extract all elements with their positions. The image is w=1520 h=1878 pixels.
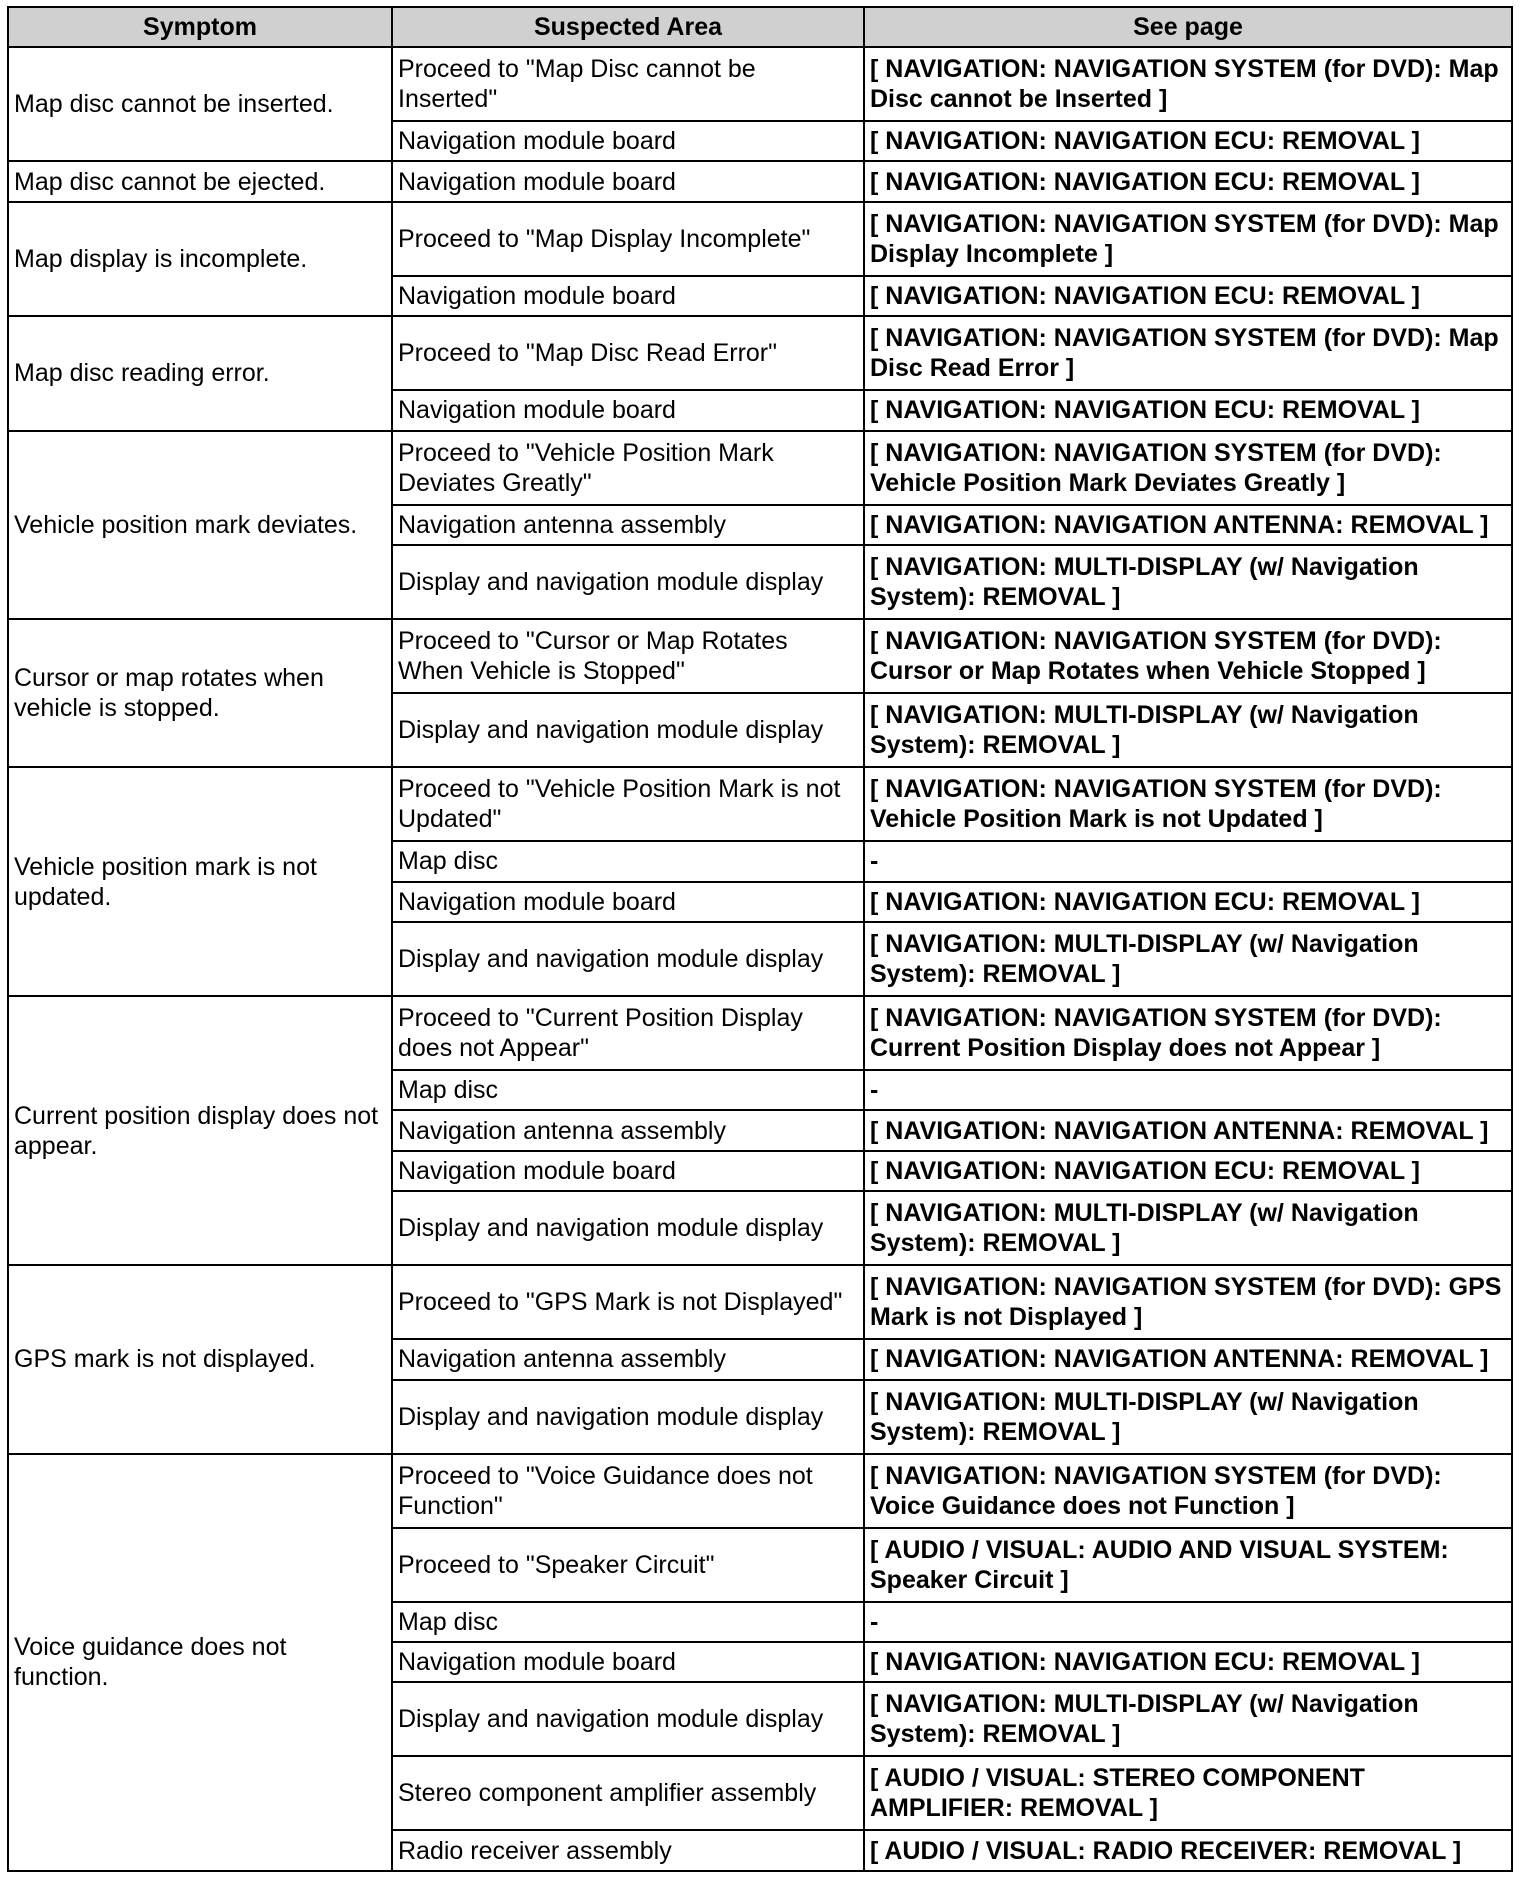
see-page-cell: [ NAVIGATION: NAVIGATION SYSTEM (for DVD): Voice Guidance does not Function ] [864,1454,1512,1528]
suspected-area-cell: Proceed to "Map Display Incomplete" [392,202,864,276]
see-page-cell: [ NAVIGATION: NAVIGATION ECU: REMOVAL ] [864,882,1512,922]
symptom-cell: GPS mark is not displayed. [8,1265,392,1453]
see-page-cell: - [864,1602,1512,1642]
suspected-area-cell: Display and navigation module display [392,545,864,619]
suspected-area-cell: Navigation module board [392,882,864,922]
see-page-cell: [ AUDIO / VISUAL: RADIO RECEIVER: REMOVAL ] [864,1830,1512,1871]
suspected-area-cell: Stereo component amplifier assembly [392,1756,864,1830]
suspected-area-cell: Navigation module board [392,1151,864,1191]
see-page-cell: [ NAVIGATION: NAVIGATION ECU: REMOVAL ] [864,390,1512,430]
see-page-cell: [ NAVIGATION: MULTI-DISPLAY (w/ Navigation System): REMOVAL ] [864,1191,1512,1265]
table-row [8,996,1512,1070]
see-page-cell: [ AUDIO / VISUAL: AUDIO AND VISUAL SYSTEM: Speaker Circuit ] [864,1528,1512,1602]
suspected-area-cell: Navigation antenna assembly [392,1339,864,1379]
suspected-area-cell: Display and navigation module display [392,693,864,767]
suspected-area-cell: Display and navigation module display [392,1191,864,1265]
suspected-area-cell: Proceed to "Map Disc Read Error" [392,316,864,390]
table-row [8,1265,1512,1339]
suspected-area-cell: Display and navigation module display [392,1380,864,1454]
see-page-cell: [ NAVIGATION: MULTI-DISPLAY (w/ Navigation System): REMOVAL ] [864,545,1512,619]
symptom-cell: Map disc cannot be ejected. [8,161,392,201]
see-page-cell: [ NAVIGATION: NAVIGATION SYSTEM (for DVD): GPS Mark is not Displayed ] [864,1265,1512,1339]
see-page-cell: [ NAVIGATION: NAVIGATION ECU: REMOVAL ] [864,1642,1512,1682]
header-row [8,7,1512,47]
header-see-page: See page [864,7,1512,47]
suspected-area-cell: Navigation antenna assembly [392,505,864,545]
see-page-cell: [ NAVIGATION: NAVIGATION ANTENNA: REMOVAL ] [864,505,1512,545]
suspected-area-cell: Proceed to "GPS Mark is not Displayed" [392,1265,864,1339]
see-page-cell: [ NAVIGATION: MULTI-DISPLAY (w/ Navigation System): REMOVAL ] [864,1380,1512,1454]
suspected-area-cell: Proceed to "Current Position Display does not Appear" [392,996,864,1070]
see-page-cell: [ NAVIGATION: NAVIGATION SYSTEM (for DVD): Map Display Incomplete ] [864,202,1512,276]
header-symptom: Symptom [8,7,392,47]
header-suspected-area: Suspected Area [392,7,864,47]
suspected-area-cell: Proceed to "Vehicle Position Mark is not Updated" [392,767,864,841]
see-page-cell: [ NAVIGATION: NAVIGATION SYSTEM (for DVD): Vehicle Position Mark Deviates Greatly ] [864,431,1512,505]
symptom-cell: Map display is incomplete. [8,202,392,316]
table-body [8,47,1512,1871]
suspected-area-cell: Navigation module board [392,161,864,201]
suspected-area-cell: Radio receiver assembly [392,1830,864,1871]
see-page-cell: [ NAVIGATION: NAVIGATION ECU: REMOVAL ] [864,161,1512,201]
symptom-cell: Current position display does not appear. [8,996,392,1265]
see-page-cell: [ NAVIGATION: MULTI-DISPLAY (w/ Navigation System): REMOVAL ] [864,922,1512,996]
table-row [8,316,1512,390]
suspected-area-cell: Map disc [392,1070,864,1110]
see-page-cell: [ NAVIGATION: NAVIGATION SYSTEM (for DVD): Cursor or Map Rotates when Vehicle Stopped ] [864,619,1512,693]
table-row [8,47,1512,121]
suspected-area-cell: Navigation module board [392,276,864,316]
see-page-cell: [ NAVIGATION: NAVIGATION SYSTEM (for DVD): Map Disc cannot be Inserted ] [864,47,1512,121]
see-page-cell: [ NAVIGATION: NAVIGATION SYSTEM (for DVD): Map Disc Read Error ] [864,316,1512,390]
suspected-area-cell: Navigation module board [392,121,864,161]
see-page-cell: [ AUDIO / VISUAL: STEREO COMPONENT AMPLIFIER: REMOVAL ] [864,1756,1512,1830]
table-row [8,202,1512,276]
suspected-area-cell: Proceed to "Speaker Circuit" [392,1528,864,1602]
symptom-cell: Cursor or map rotates when vehicle is stopped. [8,619,392,767]
see-page-cell: - [864,1070,1512,1110]
see-page-cell: [ NAVIGATION: NAVIGATION SYSTEM (for DVD): Current Position Display does not Appear ] [864,996,1512,1070]
see-page-cell: [ NAVIGATION: MULTI-DISPLAY (w/ Navigation System): REMOVAL ] [864,1682,1512,1756]
suspected-area-cell: Display and navigation module display [392,1682,864,1756]
suspected-area-cell: Proceed to "Voice Guidance does not Function" [392,1454,864,1528]
suspected-area-cell: Navigation module board [392,390,864,430]
see-page-cell: [ NAVIGATION: NAVIGATION ANTENNA: REMOVAL ] [864,1339,1512,1379]
suspected-area-cell: Navigation antenna assembly [392,1110,864,1150]
see-page-cell: [ NAVIGATION: NAVIGATION ECU: REMOVAL ] [864,1151,1512,1191]
suspected-area-cell: Map disc [392,1602,864,1642]
see-page-cell: [ NAVIGATION: NAVIGATION ECU: REMOVAL ] [864,121,1512,161]
suspected-area-cell: Display and navigation module display [392,922,864,996]
table-row [8,619,1512,693]
table-row [8,431,1512,505]
symptom-cell: Voice guidance does not function. [8,1454,392,1871]
see-page-cell: [ NAVIGATION: NAVIGATION SYSTEM (for DVD): Vehicle Position Mark is not Updated ] [864,767,1512,841]
suspected-area-cell: Proceed to "Vehicle Position Mark Deviates Greatly" [392,431,864,505]
symptom-cell: Vehicle position mark deviates. [8,431,392,619]
symptom-cell: Map disc cannot be inserted. [8,47,392,161]
suspected-area-cell: Navigation module board [392,1642,864,1682]
symptom-cell: Vehicle position mark is not updated. [8,767,392,996]
see-page-cell: [ NAVIGATION: NAVIGATION ECU: REMOVAL ] [864,276,1512,316]
table-row [8,161,1512,201]
suspected-area-cell: Map disc [392,841,864,881]
table-row [8,1454,1512,1528]
table-row [8,767,1512,841]
see-page-cell: [ NAVIGATION: MULTI-DISPLAY (w/ Navigation System): REMOVAL ] [864,693,1512,767]
suspected-area-cell: Proceed to "Map Disc cannot be Inserted" [392,47,864,121]
troubleshooting-table [7,6,1513,1872]
symptom-cell: Map disc reading error. [8,316,392,430]
see-page-cell: [ NAVIGATION: NAVIGATION ANTENNA: REMOVAL ] [864,1110,1512,1150]
suspected-area-cell: Proceed to "Cursor or Map Rotates When Vehicle is Stopped" [392,619,864,693]
see-page-cell: - [864,841,1512,881]
